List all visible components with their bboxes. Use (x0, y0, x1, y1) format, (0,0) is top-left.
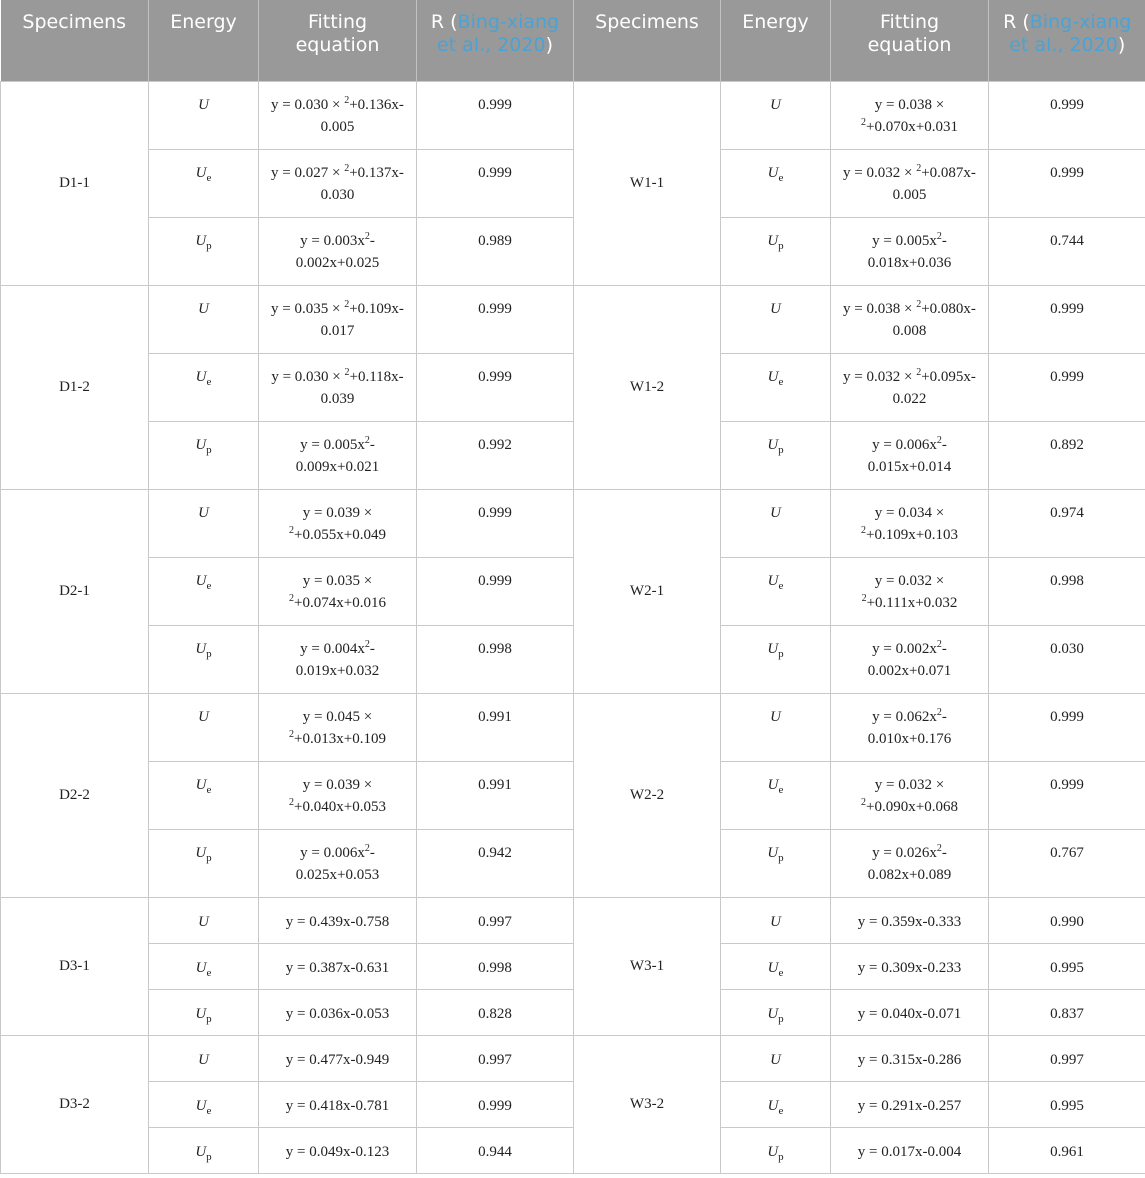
equation-part: y = 0.387x-0.631 (285, 959, 390, 976)
equation-part: y = 0.006x (872, 436, 937, 453)
energy-subscript: p (778, 851, 784, 864)
energy-symbol: U (770, 300, 781, 317)
specimen-cell: D3-2 (1, 1035, 149, 1173)
equation-exponent: 2 (936, 434, 942, 446)
energy-subscript: e (206, 966, 212, 979)
energy-cell (721, 693, 831, 761)
equation-exponent: 2 (916, 366, 922, 378)
equation-part: y = 0.032 × (874, 776, 945, 793)
energy-subscript: p (778, 1012, 784, 1025)
equation-part: -0.018x+0.036 (867, 232, 952, 271)
energy-symbol: U (770, 504, 781, 521)
equation-part: y = 0.017x-0.004 (857, 1143, 962, 1160)
fitting-equation-cell (259, 989, 417, 1035)
table-row (1, 81, 1145, 149)
energy-symbol: U (195, 368, 207, 385)
energy-subscript: e (778, 966, 784, 979)
fitting-equation-cell (259, 217, 417, 285)
header-r-suffix: ) (1117, 34, 1126, 56)
energy-cell (149, 489, 259, 557)
equation-part: y = 0.418x-0.781 (285, 1097, 390, 1114)
equation-part: y = 0.309x-0.233 (857, 959, 962, 976)
equation-exponent: 2 (861, 524, 867, 536)
energy-subscript: p (778, 443, 784, 456)
r-value-cell: 0.992 (417, 421, 574, 489)
energy-symbol: U (770, 708, 781, 725)
energy-cell (721, 943, 831, 989)
energy-subscript: p (206, 443, 212, 456)
equation-part: y = 0.040x-0.071 (857, 1005, 962, 1022)
energy-symbol: U (195, 776, 207, 793)
header-energy: Energy (721, 0, 831, 81)
table-row (1, 1081, 1145, 1127)
equation-part: +0.109x+0.103 (866, 526, 958, 543)
specimen-cell: W2-1 (574, 489, 721, 693)
fitting-equation-cell (831, 81, 989, 149)
equation-part: -0.082x+0.089 (867, 844, 952, 883)
energy-subscript: p (206, 1150, 212, 1163)
energy-subscript: p (778, 647, 784, 660)
equation-part: +0.040x+0.053 (294, 798, 386, 815)
header-r-suffix: ) (545, 34, 553, 56)
energy-symbol: U (767, 368, 779, 385)
specimen-cell: W1-1 (574, 81, 721, 285)
equation-part: y = 0.030 × (271, 96, 345, 113)
energy-cell (149, 989, 259, 1035)
energy-symbol: U (767, 164, 779, 181)
r-value-cell: 0.944 (417, 1127, 574, 1173)
energy-symbol: U (767, 1005, 779, 1022)
energy-symbol: U (767, 1143, 779, 1160)
equation-part: y = 0.045 × (302, 708, 373, 725)
r-value-cell: 0.989 (417, 217, 574, 285)
fitting-equation-cell (259, 557, 417, 625)
table-row (1, 1035, 1145, 1081)
energy-cell (149, 693, 259, 761)
energy-cell (721, 625, 831, 693)
equation-part: y = 0.062x (872, 708, 937, 725)
fitting-equation-cell (259, 1127, 417, 1173)
equation-part: +0.013x+0.109 (294, 730, 386, 747)
header-fitting-equation: Fitting equation (259, 0, 417, 81)
r-value-cell: 0.999 (989, 285, 1145, 353)
energy-subscript: p (206, 239, 212, 252)
energy-subscript: e (206, 783, 212, 796)
fitting-equation-cell (831, 557, 989, 625)
energy-cell (149, 1081, 259, 1127)
equation-part: y = 0.359x-0.333 (857, 913, 962, 930)
fitting-equation-cell (831, 1081, 989, 1127)
table-row (1, 489, 1145, 557)
equation-part: y = 0.038 × (843, 300, 917, 317)
energy-cell (149, 421, 259, 489)
r-value-cell: 0.997 (989, 1035, 1145, 1081)
r-value-cell: 0.998 (417, 943, 574, 989)
specimen-cell: D2-1 (1, 489, 149, 693)
energy-subscript: e (206, 1104, 212, 1117)
energy-cell (721, 353, 831, 421)
energy-cell (149, 557, 259, 625)
equation-exponent: 2 (364, 638, 370, 650)
fitting-equation-cell (831, 217, 989, 285)
fitting-equation-cell (831, 897, 989, 943)
energy-symbol: U (198, 96, 209, 113)
equation-exponent: 2 (861, 116, 867, 128)
fitting-equation-cell (831, 943, 989, 989)
table-row (1, 353, 1145, 421)
energy-symbol: U (198, 1051, 209, 1068)
energy-symbol: U (770, 1051, 781, 1068)
energy-subscript: e (778, 783, 784, 796)
energy-symbol: U (198, 504, 209, 521)
r-value-cell: 0.998 (989, 557, 1145, 625)
equation-exponent: 2 (344, 162, 350, 174)
fitting-equation-cell (259, 625, 417, 693)
energy-symbol: U (198, 300, 209, 317)
r-value-cell: 0.999 (417, 81, 574, 149)
equation-exponent: 2 (289, 524, 295, 536)
energy-cell (149, 761, 259, 829)
equation-part: +0.136x-0.005 (320, 96, 404, 135)
equation-part: y = 0.027 × (271, 164, 345, 181)
table-row (1, 149, 1145, 217)
energy-cell (149, 81, 259, 149)
energy-cell (721, 829, 831, 897)
energy-subscript: e (206, 579, 212, 592)
energy-cell (149, 943, 259, 989)
energy-symbol: U (195, 232, 207, 249)
energy-cell (721, 1081, 831, 1127)
table-row (1, 761, 1145, 829)
equation-part: +0.095x-0.022 (892, 368, 976, 407)
equation-part: y = 0.477x-0.949 (285, 1051, 390, 1068)
fitting-equation-cell (259, 285, 417, 353)
equation-exponent: 2 (344, 94, 350, 106)
equation-exponent: 2 (936, 638, 942, 650)
r-value-cell: 0.991 (417, 693, 574, 761)
fitting-equation-cell (831, 761, 989, 829)
equation-part: +0.111x+0.032 (866, 594, 958, 611)
energy-symbol: U (770, 96, 781, 113)
header-r (989, 0, 1145, 81)
energy-subscript: e (778, 171, 784, 184)
equation-part: y = 0.315x-0.286 (857, 1051, 962, 1068)
energy-cell (149, 625, 259, 693)
citation-link[interactable]: Bing-xiang et al., 2020 (1009, 11, 1132, 56)
specimen-cell: W2-2 (574, 693, 721, 897)
equation-part: y = 0.032 × (843, 368, 917, 385)
equation-exponent: 2 (344, 366, 350, 378)
energy-symbol: U (767, 844, 779, 861)
equation-exponent: 2 (289, 796, 295, 808)
r-value-cell: 0.942 (417, 829, 574, 897)
energy-cell (721, 285, 831, 353)
fitting-equation-cell (831, 353, 989, 421)
fitting-equation-cell (259, 897, 417, 943)
energy-subscript: p (206, 1012, 212, 1025)
equation-part: y = 0.030 × (271, 368, 345, 385)
table-row (1, 625, 1145, 693)
equation-part: +0.087x-0.005 (892, 164, 976, 203)
energy-subscript: p (778, 1150, 784, 1163)
equation-part: +0.118x-0.039 (320, 368, 404, 407)
equation-part: y = 0.032 × (874, 572, 945, 589)
r-value-cell: 0.995 (989, 943, 1145, 989)
energy-subscript: p (206, 647, 212, 660)
energy-cell (149, 1035, 259, 1081)
energy-symbol: U (767, 1097, 779, 1114)
r-value-cell: 0.828 (417, 989, 574, 1035)
r-value-cell: 0.999 (417, 1081, 574, 1127)
equation-part: +0.074x+0.016 (294, 594, 386, 611)
energy-cell (149, 353, 259, 421)
energy-cell (721, 761, 831, 829)
equation-exponent: 2 (289, 592, 295, 604)
energy-symbol: U (767, 436, 779, 453)
r-value-cell: 0.999 (417, 285, 574, 353)
energy-subscript: p (206, 851, 212, 864)
equation-part: y = 0.291x-0.257 (857, 1097, 962, 1114)
equation-part: +0.055x+0.049 (294, 526, 386, 543)
equation-part: y = 0.038 × (874, 96, 945, 113)
table-row (1, 943, 1145, 989)
energy-symbol: U (767, 959, 779, 976)
equation-part: -0.002x+0.025 (295, 232, 380, 271)
r-value-cell: 0.999 (989, 353, 1145, 421)
table-row (1, 285, 1145, 353)
fitting-equation-cell (259, 353, 417, 421)
equation-part: y = 0.006x (300, 844, 365, 861)
fitting-equation-cell (831, 625, 989, 693)
r-value-cell: 0.837 (989, 989, 1145, 1035)
equation-part: y = 0.034 × (874, 504, 945, 521)
energy-symbol: U (767, 776, 779, 793)
equation-part: y = 0.004x (300, 640, 365, 657)
fitting-equation-cell (259, 693, 417, 761)
header-specimens: Specimens (574, 0, 721, 81)
equation-exponent: 2 (916, 298, 922, 310)
equation-part: +0.080x-0.008 (892, 300, 976, 339)
r-value-cell: 0.999 (989, 693, 1145, 761)
equation-part: y = 0.026x (872, 844, 937, 861)
equation-part: -0.009x+0.021 (295, 436, 380, 475)
r-value-cell: 0.999 (989, 761, 1145, 829)
energy-symbol: U (195, 164, 207, 181)
r-value-cell: 0.998 (417, 625, 574, 693)
energy-cell (149, 897, 259, 943)
energy-subscript: e (206, 375, 212, 388)
r-value-cell: 0.997 (417, 1035, 574, 1081)
fitting-equation-cell (831, 285, 989, 353)
equation-exponent: 2 (861, 592, 867, 604)
energy-cell (721, 557, 831, 625)
equation-part: y = 0.005x (300, 436, 365, 453)
energy-symbol: U (195, 572, 207, 589)
energy-subscript: e (206, 171, 212, 184)
energy-subscript: e (778, 579, 784, 592)
header-fitting-equation: Fitting equation (831, 0, 989, 81)
table-row (1, 989, 1145, 1035)
equation-part: +0.070x+0.031 (866, 118, 958, 135)
header-row (1, 0, 1145, 81)
equation-exponent: 2 (344, 298, 350, 310)
equation-part: +0.109x-0.017 (320, 300, 404, 339)
fitting-equation-cell (259, 81, 417, 149)
fitting-equation-cell (259, 149, 417, 217)
energy-symbol: U (770, 913, 781, 930)
equation-part: -0.015x+0.014 (867, 436, 952, 475)
equation-part: y = 0.039 × (302, 504, 373, 521)
r-value-cell: 0.999 (417, 557, 574, 625)
r-value-cell: 0.961 (989, 1127, 1145, 1173)
equation-part: +0.090x+0.068 (866, 798, 958, 815)
equation-exponent: 2 (916, 162, 922, 174)
table-row (1, 557, 1145, 625)
header-r-prefix: R ( (1003, 11, 1030, 33)
energy-cell (721, 1035, 831, 1081)
fitting-equation-cell (831, 1035, 989, 1081)
specimen-cell: W3-1 (574, 897, 721, 1035)
equation-part: y = 0.049x-0.123 (285, 1143, 390, 1160)
r-value-cell: 0.892 (989, 421, 1145, 489)
specimen-cell: W1-2 (574, 285, 721, 489)
equation-part: y = 0.439x-0.758 (285, 913, 390, 930)
energy-symbol: U (195, 640, 207, 657)
header-specimens: Specimens (1, 0, 149, 81)
equation-part: y = 0.005x (872, 232, 937, 249)
energy-subscript: p (778, 239, 784, 252)
energy-symbol: U (195, 436, 207, 453)
fitting-equation-cell (259, 489, 417, 557)
energy-cell (721, 81, 831, 149)
r-value-cell: 0.030 (989, 625, 1145, 693)
r-value-cell: 0.999 (989, 149, 1145, 217)
fitting-equation-cell (831, 421, 989, 489)
table-row (1, 693, 1145, 761)
fitting-equation-cell (831, 149, 989, 217)
energy-symbol: U (195, 844, 207, 861)
energy-symbol: U (767, 572, 779, 589)
equation-part: -0.019x+0.032 (295, 640, 380, 679)
fitting-equation-cell (259, 943, 417, 989)
equation-part: y = 0.039 × (302, 776, 373, 793)
equation-part: -0.002x+0.071 (867, 640, 952, 679)
energy-cell (721, 489, 831, 557)
energy-cell (721, 1127, 831, 1173)
r-value-cell: 0.974 (989, 489, 1145, 557)
energy-cell (149, 285, 259, 353)
equation-exponent: 2 (364, 842, 370, 854)
table-row (1, 1127, 1145, 1173)
specimen-cell: W3-2 (574, 1035, 721, 1173)
specimen-cell: D1-2 (1, 285, 149, 489)
table-row (1, 421, 1145, 489)
energy-subscript: e (778, 1104, 784, 1117)
table-row (1, 217, 1145, 285)
energy-cell (721, 421, 831, 489)
fitting-equation-cell (831, 489, 989, 557)
r-value-cell: 0.995 (989, 1081, 1145, 1127)
r-value-cell: 0.999 (417, 489, 574, 557)
r-value-cell: 0.997 (417, 897, 574, 943)
header-r (417, 0, 574, 81)
r-value-cell: 0.999 (989, 81, 1145, 149)
equation-exponent: 2 (936, 706, 942, 718)
energy-symbol: U (195, 1097, 207, 1114)
energy-symbol: U (195, 959, 207, 976)
table-row (1, 897, 1145, 943)
fitting-equation-cell (831, 693, 989, 761)
equation-part: -0.025x+0.053 (295, 844, 380, 883)
equation-exponent: 2 (364, 230, 370, 242)
fitting-equation-cell (831, 829, 989, 897)
equation-part: y = 0.036x-0.053 (285, 1005, 390, 1022)
r-value-cell: 0.999 (417, 149, 574, 217)
fitting-equation-cell (831, 1127, 989, 1173)
specimen-cell: D3-1 (1, 897, 149, 1035)
energy-cell (721, 149, 831, 217)
header-energy: Energy (149, 0, 259, 81)
energy-symbol: U (195, 1143, 207, 1160)
equation-part: y = 0.032 × (843, 164, 917, 181)
r-value-cell: 0.999 (417, 353, 574, 421)
r-value-cell: 0.990 (989, 897, 1145, 943)
specimen-cell: D2-2 (1, 693, 149, 897)
r-value-cell: 0.991 (417, 761, 574, 829)
equation-part: y = 0.002x (872, 640, 937, 657)
r-value-cell: 0.767 (989, 829, 1145, 897)
fitting-equation-cell (259, 421, 417, 489)
fitting-equation-cell (259, 1081, 417, 1127)
energy-cell (721, 989, 831, 1035)
equation-part: -0.010x+0.176 (867, 708, 952, 747)
equation-part: y = 0.003x (300, 232, 365, 249)
equation-part: +0.137x-0.030 (320, 164, 404, 203)
table-body (1, 81, 1145, 1173)
energy-symbol: U (767, 232, 779, 249)
energy-cell (149, 1127, 259, 1173)
fitting-equation-cell (831, 989, 989, 1035)
header-r-prefix: R ( (430, 11, 458, 33)
energy-symbol: U (198, 708, 209, 725)
energy-cell (721, 217, 831, 285)
equation-exponent: 2 (861, 796, 867, 808)
equation-exponent: 2 (364, 434, 370, 446)
specimen-cell: D1-1 (1, 81, 149, 285)
energy-cell (149, 217, 259, 285)
fitting-equation-cell (259, 829, 417, 897)
equation-exponent: 2 (936, 842, 942, 854)
energy-cell (149, 149, 259, 217)
energy-cell (721, 897, 831, 943)
energy-symbol: U (195, 1005, 207, 1022)
energy-symbol: U (198, 913, 209, 930)
fitting-equation-cell (259, 1035, 417, 1081)
equation-exponent: 2 (936, 230, 942, 242)
energy-symbol: U (767, 640, 779, 657)
equation-part: y = 0.035 × (302, 572, 373, 589)
r-value-cell: 0.744 (989, 217, 1145, 285)
energy-cell (149, 829, 259, 897)
citation-link[interactable]: Bing-xiang et al., 2020 (437, 11, 560, 56)
table-row (1, 829, 1145, 897)
equation-part: y = 0.035 × (271, 300, 345, 317)
energy-subscript: e (778, 375, 784, 388)
equation-exponent: 2 (289, 728, 295, 740)
fitting-equation-cell (259, 761, 417, 829)
